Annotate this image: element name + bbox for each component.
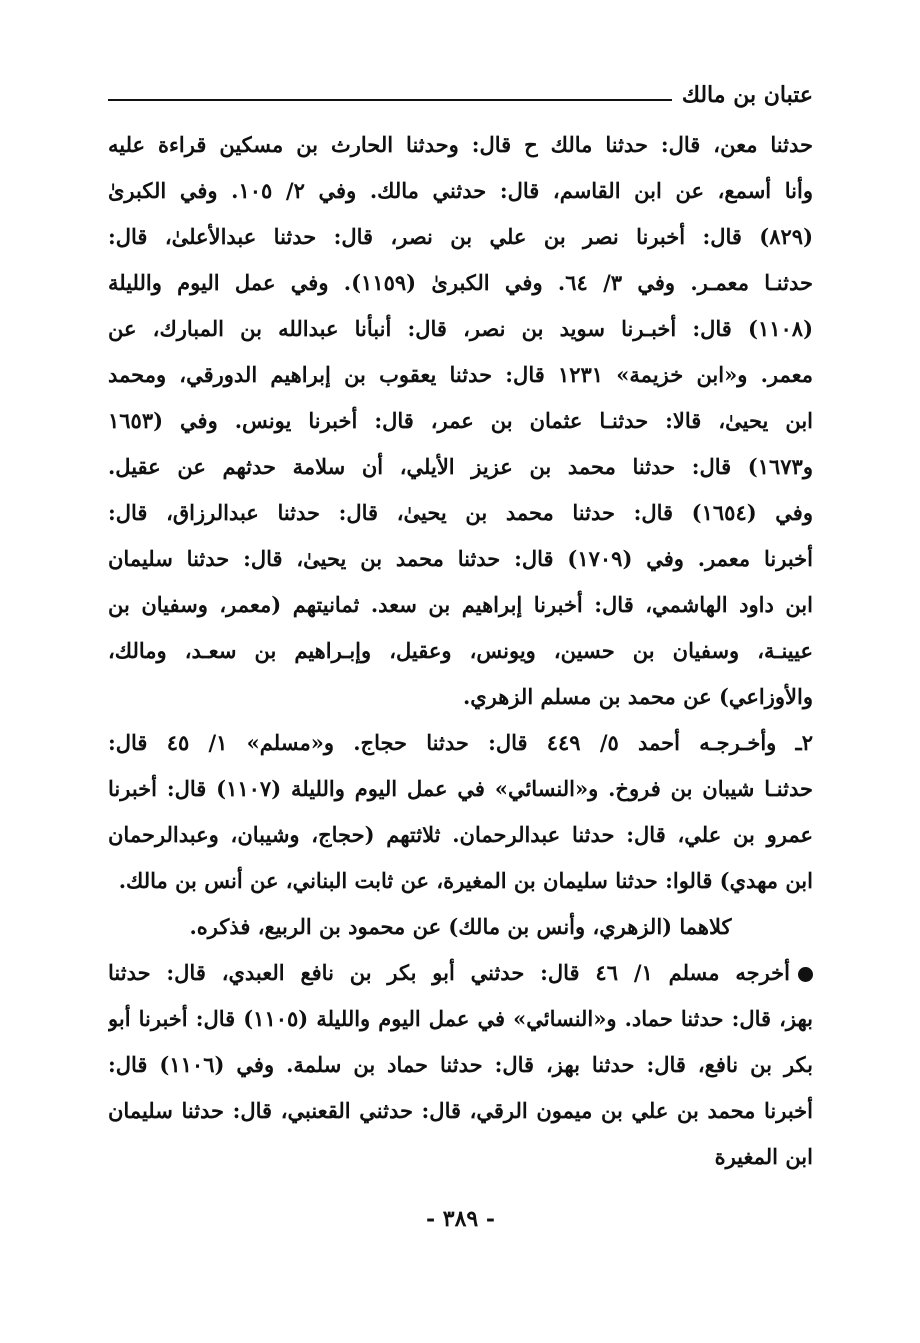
text-line: كلاهما (الزهري، وأنس بن مالك) عن محمود بن الربيع، فذكره.: [189, 914, 732, 939]
text-line: ابن المغيرة: [714, 1144, 813, 1169]
header-rule: [108, 99, 672, 101]
text-line: وأنا أسمع، عن ابن القاسم، قال: حدثني مالك. وفي ٢/ ١٠٥. وفي الكبرىٰ: [108, 178, 813, 203]
text-line: أخبرنا محمد بن علي بن ميمون الرقي، قال: حدثني القعنبي، قال: حدثنا سليمان: [108, 1098, 813, 1123]
page-number: - ٣٨٩ -: [425, 1206, 496, 1232]
text-line: معمر. و«ابن خزيمة» ١٢٣١ قال: حدثنا يعقوب بن إبراهيم الدورقي، ومحمد: [108, 362, 813, 387]
text-line: (١١٠٨) قال: أخبـرنا سويد بن نصر، قال: أنبأنا عبدالله بن المبارك، عن: [108, 316, 813, 341]
text-line: ٢ـ وأخـرجـه أحمد ٥/ ٤٤٩ قال: حدثنا حجاج. و«مسلم» ١/ ٤٥ قال:: [108, 730, 813, 755]
text-line: ابن مهدي) قالوا: حدثنا سليمان بن المغيرة، عن ثابت البناني، عن أنس بن مالك.: [118, 868, 813, 893]
text-line: والأوزاعي) عن محمد بن مسلم الزهري.: [462, 684, 813, 709]
text-line: عمرو بن علي، قال: حدثنا عبدالرحمان. ثلاثتهم (حجاج، وشيبان، وعبدالرحمان: [108, 822, 813, 847]
text-line: وفي (١٦٥٤) قال: حدثنا محمد بن يحيىٰ، قال: حدثنا عبدالرزاق، قال:: [108, 500, 813, 525]
text-line: و١٦٧٣) قال: حدثنا محمد بن عزيز الأيلي، أن سلامة حدثهم عن عقيل.: [108, 454, 813, 479]
text-line: عيينـة، وسفيان بن حسين، ويونس، وعقيل، وإبـراهيم بن سعـد، ومالك،: [108, 638, 813, 663]
text-line: بكر بن نافع، قال: حدثنا بهز، قال: حدثنا حماد بن سلمة. وفي (١١٠٦) قال:: [108, 1052, 813, 1077]
paragraph-3: [108, 904, 813, 950]
text-line-with-bullet: [108, 950, 813, 996]
header-title: عتبان بن مالك: [681, 82, 813, 108]
text-line: أخرجه مسلم ١/ ٤٦ قال: حدثني أبو بكر بن نافع العبدي، قال: حدثنا: [108, 960, 790, 985]
paragraph-2: [108, 720, 813, 904]
text-line: حدثنـا شيبان بن فروخ. و«النسائي» في عمل اليوم والليلة (١١٠٧) قال: أخبرنا: [108, 776, 813, 801]
text-line: (٨٢٩) قال: أخبرنا نصر بن علي بن نصر، قال: حدثنا عبدالأعلىٰ، قال:: [108, 224, 813, 249]
text-line: أخبرنا معمر. وفي (١٧٠٩) قال: حدثنا محمد بن يحيىٰ، قال: حدثنا سليمان: [108, 546, 813, 571]
text-line: حدثنـا معمـر. وفي ٣/ ٦٤. وفي الكبرىٰ (١١٥٩). وفي عمل اليوم والليلة: [108, 270, 813, 295]
paragraph-1: [108, 122, 813, 720]
text-line: ابن يحيىٰ، قالا: حدثنـا عثمان بن عمر، قال: أخبرنا يونس. وفي (١٦٥٣: [108, 408, 813, 433]
body-text: [108, 122, 813, 1180]
running-header: [108, 78, 813, 112]
text-line: ابن داود الهاشمي، قال: أخبرنا إبراهيم بن سعد. ثمانيتهم (معمر، وسفيان بن: [108, 592, 813, 617]
text-line: بهز، قال: حدثنا حماد. و«النسائي» في عمل اليوم والليلة (١١٠٥) قال: أخبرنا أبو: [108, 1006, 813, 1031]
paragraph-4: [108, 950, 813, 1180]
bullet-icon: [798, 967, 813, 982]
text-line: حدثنا معن، قال: حدثنا مالك ح قال: وحدثنا الحارث بن مسكين قراءة عليه: [108, 132, 813, 157]
